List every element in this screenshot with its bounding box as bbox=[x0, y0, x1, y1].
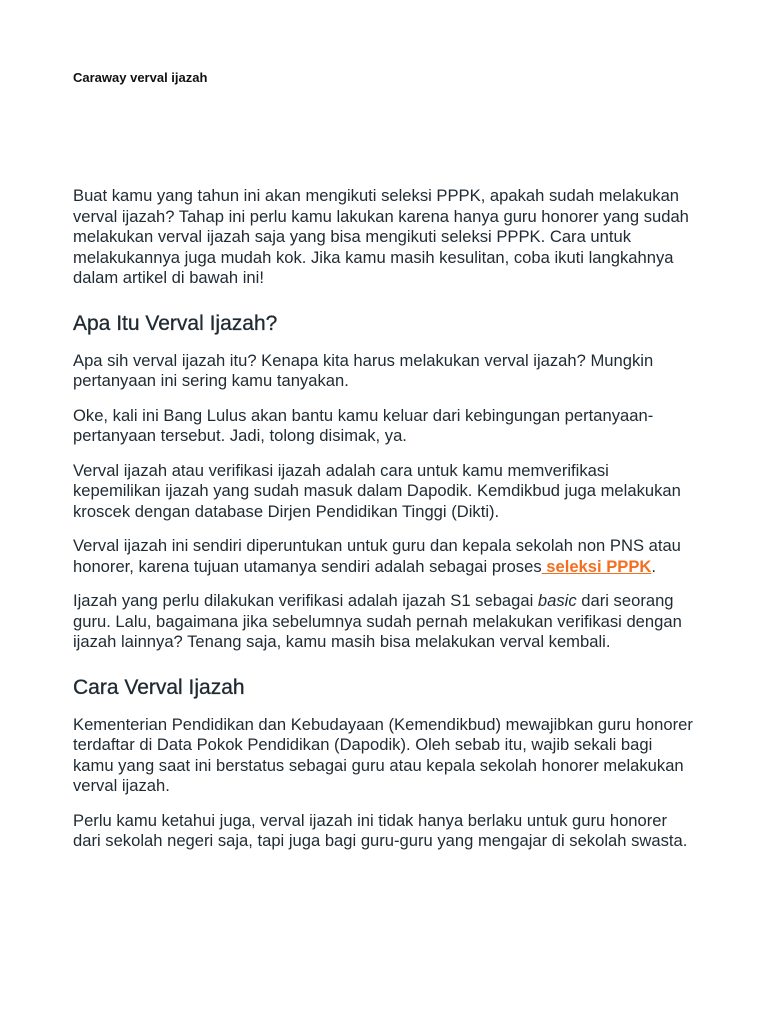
paragraph-text: Ijazah yang perlu dilakukan verifikasi adalah ijazah S1 sebagai bbox=[73, 591, 538, 610]
paragraph-with-emphasis bbox=[73, 591, 693, 653]
document-title: Caraway verval ijazah bbox=[73, 70, 208, 85]
paragraph: Kementerian Pendidikan dan Kebudayaan (Kemendikbud) mewajibkan guru honorer terdaftar di Data Pokok Pendidikan (Dapodik). Oleh sebab itu, wajib sekali bagi kamu yang saat ini berstatus sebagai guru atau kepala sekolah honorer melakukan verval ijazah. bbox=[73, 714, 693, 795]
paragraph-text: dari seorang guru. Lalu, bagaimana jika sebelumnya sudah pernah melakukan verifikasi dengan ijazah lainnya? Tenang saja, kamu masih bisa melakukan verval kembali. bbox=[73, 591, 682, 651]
article-body bbox=[73, 186, 693, 866]
paragraph-text: . bbox=[651, 556, 657, 576]
paragraph-text: Verval ijazah ini sendiri diperuntukan untuk guru dan kepala sekolah non PNS atau honorer, karena tujuan utamanya sendiri adalah sebagai proses bbox=[73, 536, 681, 576]
paragraph: Verval ijazah atau verifikasi ijazah adalah cara untuk kamu memverifikasi kepemilikan ijazah yang sudah masuk dalam Dapodik. Kemdikbud juga melakukan kroscek dengan database Dirjen Pendidikan Tinggi (Dikti). bbox=[73, 460, 681, 521]
seleksi-pppk-link[interactable]: seleksi PPPK bbox=[541, 556, 652, 576]
paragraph: Perlu kamu ketahui juga, verval ijazah ini tidak hanya berlaku untuk guru honorer dari sekolah negeri saja, tapi juga bagi guru-guru yang mengajar di sekolah swasta. bbox=[73, 810, 688, 850]
paragraph-with-link bbox=[73, 536, 693, 577]
paragraph: Apa sih verval ijazah itu? Kenapa kita harus melakukan verval ijazah? Mungkin pertanyaan ini sering kamu tanyakan. bbox=[73, 350, 654, 390]
section-heading-cara-verval: Cara Verval Ijazah bbox=[73, 675, 245, 699]
intro-paragraph: Buat kamu yang tahun ini akan mengikuti seleksi PPPK, apakah sudah melakukan verval ijazah? Tahap ini perlu kamu lakukan karena hanya guru honorer yang sudah melakukan verval ijazah saja yang bisa mengikuti seleksi PPPK. Cara untuk melakukannya juga mudah kok. Jika kamu masih kesulitan, coba ikuti langkahnya dalam artikel di bawah ini! bbox=[73, 186, 689, 287]
paragraph: Oke, kali ini Bang Lulus akan bantu kamu keluar dari kebingungan pertanyaan-pertanyaan tersebut. Jadi, tolong disimak, ya. bbox=[73, 405, 654, 445]
emphasis-text: basic bbox=[537, 591, 577, 610]
section-heading-apa-itu: Apa Itu Verval Ijazah? bbox=[73, 311, 278, 335]
